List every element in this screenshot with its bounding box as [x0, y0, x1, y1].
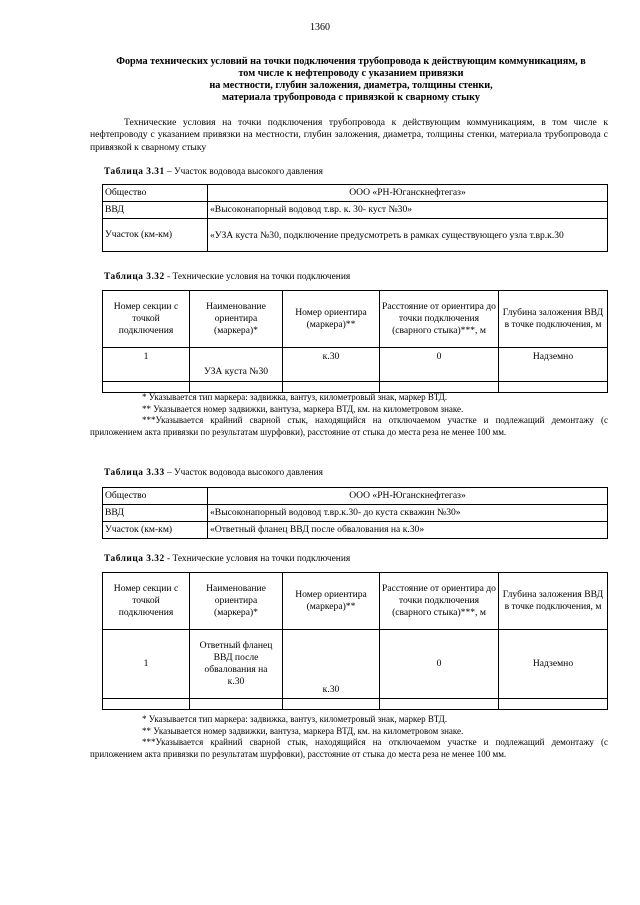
table-cell: 1 — [103, 630, 190, 699]
table-cell: Участок (км-км) — [103, 522, 208, 539]
title-line: том числе к нефтепроводу с указанием привязки — [238, 68, 464, 79]
table-label: Таблица 3.32 — [104, 272, 165, 282]
column-header: Глубина заложения ВВД в точке подключения, м — [499, 573, 608, 630]
table-cell: Участок (км-км) — [103, 219, 208, 252]
table-cell: к.30 — [283, 348, 380, 382]
table-caption — [104, 272, 350, 282]
note-1: * Указывается тип маркера: задвижка, вантуз, километровый знак, маркер ВТД. — [142, 392, 448, 402]
table-cell: Надземно — [499, 630, 608, 699]
table-cell — [103, 382, 190, 393]
table-cell: ООО «РН-Юганскнефтегаз» — [208, 185, 608, 202]
table-cell: ВВД — [103, 202, 208, 219]
table-label: Таблица 3.31 — [104, 167, 165, 177]
table-3-32-b — [102, 572, 608, 710]
table-cell: УЗА куста №30 — [190, 348, 283, 382]
column-header: Номер секции с точкой подключения — [103, 291, 190, 348]
document-title — [96, 56, 606, 104]
table-cell — [190, 382, 283, 393]
table-cell — [499, 699, 608, 710]
table-caption-text: - Технические условия на точки подключения — [164, 272, 351, 282]
table-cell: ВВД — [103, 505, 208, 522]
table-cell: Надземно — [499, 348, 608, 382]
table-cell — [283, 699, 380, 710]
column-header: Глубина заложения ВВД в точке подключения, м — [499, 291, 608, 348]
table-cell: «Высоконапорный водовод т.вр.к.30- до куста скважин №30» — [208, 505, 608, 522]
table-notes — [90, 392, 608, 438]
table-cell — [283, 382, 380, 393]
table-cell: 0 — [380, 630, 499, 699]
table-caption-text: – Участок водовода высокого давления — [164, 468, 323, 478]
title-line: Форма технических условий на точки подключения трубопровода к действующим коммуникациям, в — [116, 56, 586, 67]
title-line: на местности, глубин заложения, диаметра, толщины стенки, — [209, 80, 493, 91]
table-cell: 1 — [103, 348, 190, 382]
table-label: Таблица 3.33 — [104, 468, 165, 478]
page-number: 1360 — [310, 22, 330, 33]
table-row — [103, 488, 608, 505]
table-cell: Общество — [103, 185, 208, 202]
table-cell: ООО «РН-Юганскнефтегаз» — [208, 488, 608, 505]
column-header: Номер секции с точкой подключения — [103, 573, 190, 630]
column-header: Расстояние от ориентира до точки подключения (сварного стыка)***, м — [380, 291, 499, 348]
table-row — [103, 630, 608, 699]
table-caption-text: - Технические условия на точки подключения — [164, 554, 351, 564]
table-caption-text: – Участок водовода высокого давления — [164, 167, 323, 177]
column-header: Наименование ориентира (маркера)* — [190, 573, 283, 630]
table-row — [103, 219, 608, 252]
table-cell: 0 — [380, 348, 499, 382]
table-caption — [104, 468, 323, 478]
table-3-31 — [102, 184, 608, 252]
title-line: материала трубопровода с привязкой к сварному стыку — [222, 92, 480, 103]
table-cell: «Ответный фланец ВВД после обвалования на к.30» — [208, 522, 608, 539]
table-cell: Ответный фланец ВВД после обвалования на к.30 — [190, 630, 283, 699]
column-header: Расстояние от ориентира до точки подключения (сварного стыка)***, м — [380, 573, 499, 630]
table-row — [103, 202, 608, 219]
table-cell: Общество — [103, 488, 208, 505]
intro-text: Технические условия на точки подключения трубопровода к действующим коммуникациям, в том числе к нефтепроводу с указанием привязки на местности, глубин заложения, диаметра, толщины стенки, материала трубопровода с привязкой к сварному стыку — [90, 117, 608, 153]
table-notes — [90, 714, 608, 760]
table-cell — [103, 699, 190, 710]
note-1: * Указывается тип маркера: задвижка, вантуз, километровый знак, маркер ВТД. — [142, 714, 448, 724]
note-3: ***Указывается крайний сварной стык, находящийся на отключаемом участке и подлежащий демонтажу (с приложением акта привязки по результатам шурфовки), расстояние от стыка до места реза не менее 100 мм. — [90, 415, 608, 437]
table-header-row — [103, 573, 608, 630]
column-header: Номер ориентира (маркера)** — [283, 573, 380, 630]
table-row-empty — [103, 382, 608, 393]
note-2: ** Указывается номер задвижки, вантуза, маркера ВТД, км. на километровом знаке. — [142, 725, 464, 736]
table-label: Таблица 3.32 — [104, 554, 165, 564]
table-header-row — [103, 291, 608, 348]
table-caption — [104, 167, 323, 177]
table-cell — [499, 382, 608, 393]
note-3: ***Указывается крайний сварной стык, находящийся на отключаемом участке и подлежащий демонтажу (с приложением акта привязки по результатам шурфовки), расстояние от стыка до места реза не менее 100 мм. — [90, 737, 608, 759]
table-3-33 — [102, 487, 608, 539]
table-row-empty — [103, 699, 608, 710]
column-header: Наименование ориентира (маркера)* — [190, 291, 283, 348]
table-cell: «Высоконапорный водовод т.вр. к. 30- куст №30» — [208, 202, 608, 219]
table-row — [103, 348, 608, 382]
table-cell — [380, 382, 499, 393]
note-2: ** Указывается номер задвижки, вантуза, маркера ВТД, км. на километровом знаке. — [142, 403, 464, 414]
table-cell — [190, 699, 283, 710]
column-header: Номер ориентира (маркера)** — [283, 291, 380, 348]
table-3-32-a — [102, 290, 608, 393]
table-cell: «УЗА куста №30, подключение предусмотреть в рамках существующего узла т.вр.к.30 — [208, 219, 608, 252]
table-row — [103, 522, 608, 539]
table-caption — [104, 554, 350, 564]
table-row — [103, 185, 608, 202]
table-row — [103, 505, 608, 522]
intro-paragraph — [90, 117, 608, 154]
table-cell — [380, 699, 499, 710]
table-cell: к.30 — [283, 630, 380, 699]
